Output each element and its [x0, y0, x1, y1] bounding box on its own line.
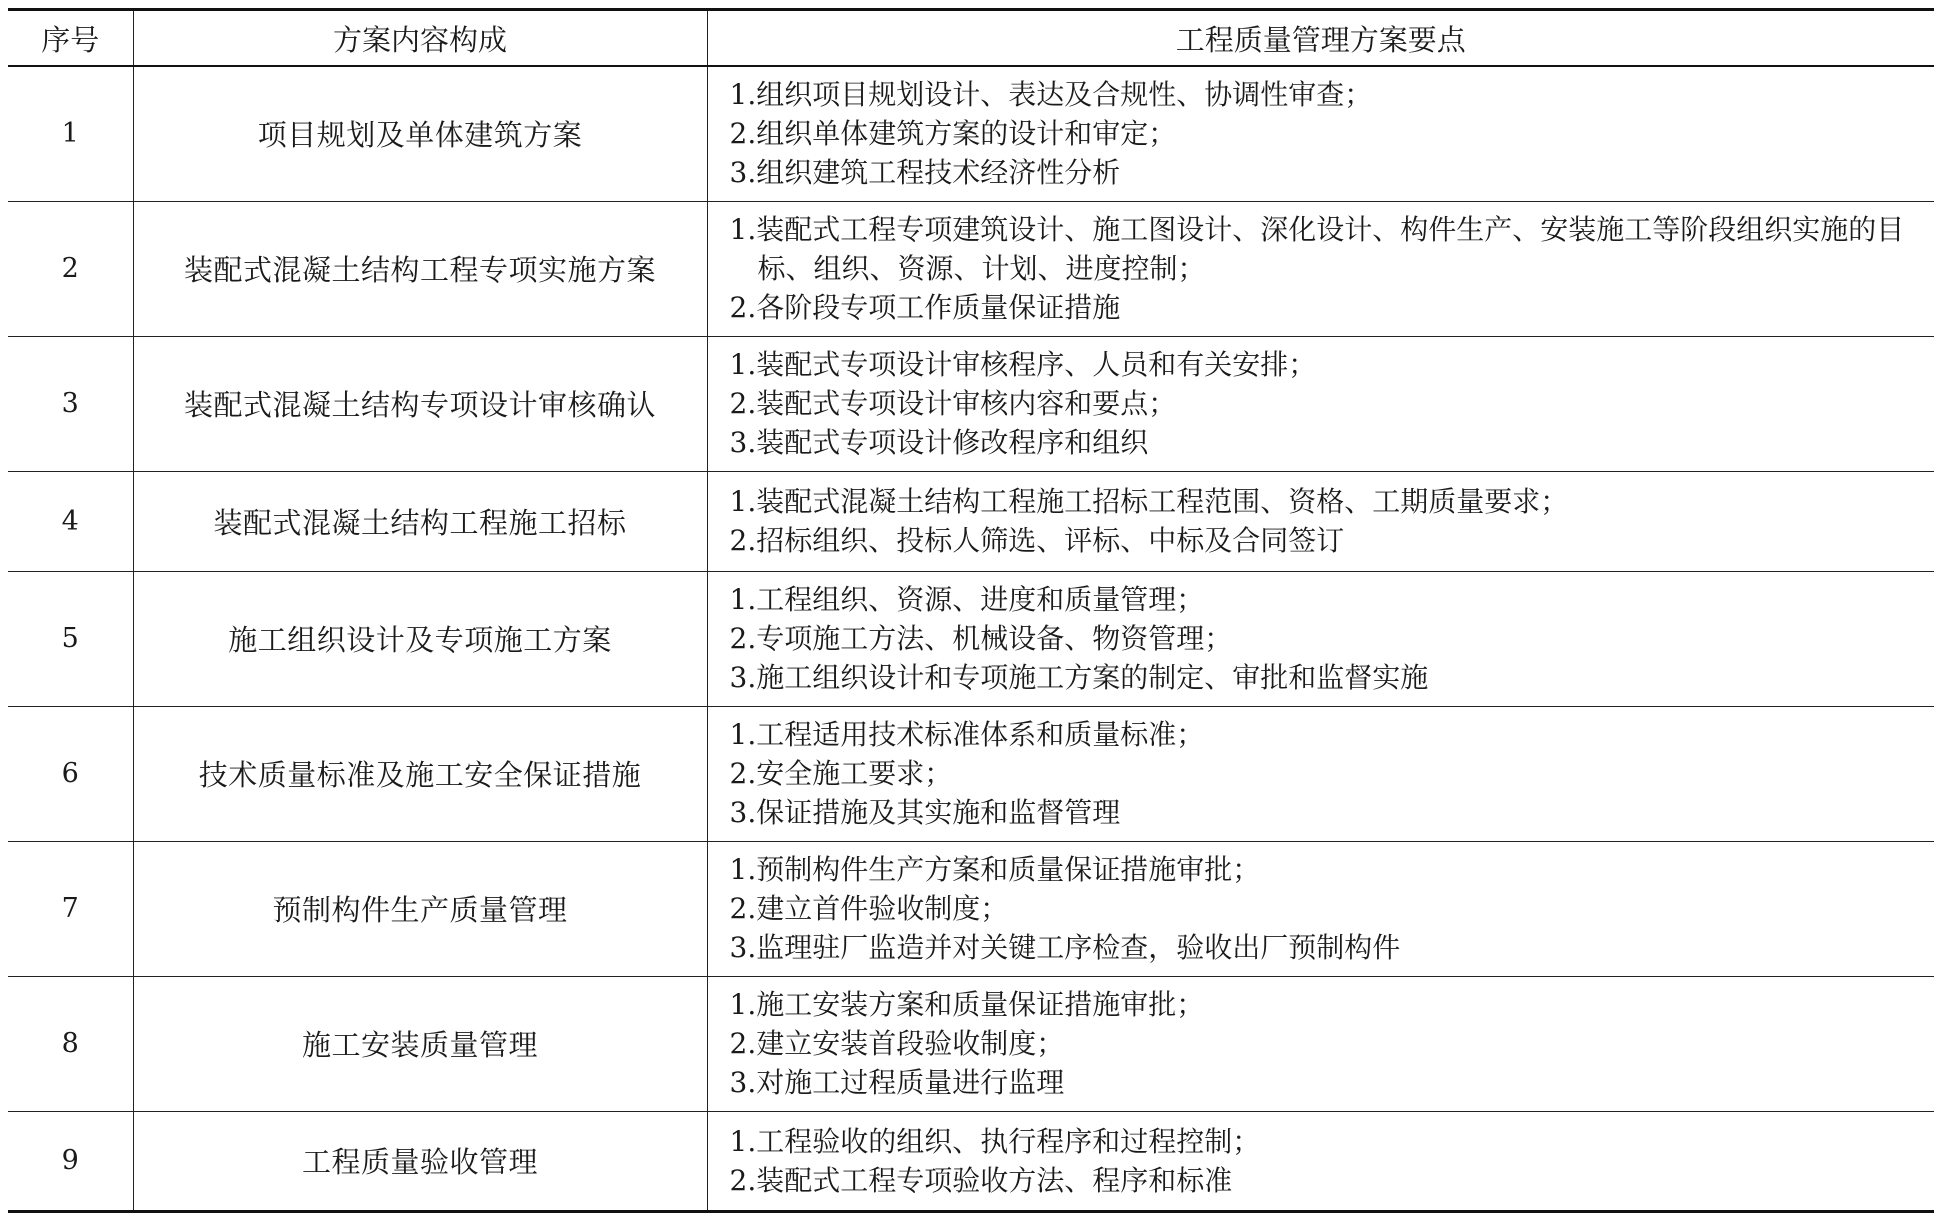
key-point: 1.工程验收的组织、执行程序和过程控制； [729, 1124, 1261, 1158]
key-point: 1.组织项目规划设计、表达及合规性、协调性审查； [729, 78, 1373, 112]
table-row [8, 706, 1934, 841]
key-point: 2.装配式工程专项验收方法、程序和标准 [729, 1163, 1233, 1197]
row-key-points [707, 706, 1934, 841]
row-plan-content: 装配式混凝土结构工程施工招标 [133, 471, 707, 571]
table-row [8, 1111, 1934, 1211]
table-body [8, 66, 1934, 1211]
key-point: 1.装配式混凝土结构工程施工招标工程范围、资格、工期质量要求； [729, 485, 1569, 518]
row-plan-content: 项目规划及单体建筑方案 [133, 66, 707, 201]
key-point: 2.专项施工方法、机械设备、物资管理； [729, 622, 1233, 655]
table-row [8, 471, 1934, 571]
key-point: 3.施工组织设计和专项施工方案的制定、审批和监督实施 [729, 661, 1429, 694]
row-number: 9 [8, 1111, 133, 1211]
row-number: 2 [8, 201, 133, 336]
key-point: 1.施工安装方案和质量保证措施审批； [729, 988, 1205, 1021]
row-number: 6 [8, 706, 133, 841]
key-point: 3.装配式专项设计修改程序和组织 [729, 426, 1149, 459]
key-point: 2.安全施工要求； [729, 757, 953, 790]
key-point: 1.工程组织、资源、进度和质量管理； [729, 583, 1205, 616]
key-point: 1.预制构件生产方案和质量保证措施审批； [729, 853, 1261, 886]
key-point: 3.保证措施及其实施和监督管理 [729, 796, 1121, 829]
header-key-points: 工程质量管理方案要点 [707, 10, 1934, 67]
row-number: 4 [8, 471, 133, 571]
table-row [8, 841, 1934, 976]
row-number: 8 [8, 976, 133, 1111]
row-key-points [707, 66, 1934, 201]
row-key-points [707, 841, 1934, 976]
key-point: 2.招标组织、投标人筛选、评标、中标及合同签订 [729, 524, 1345, 557]
row-key-points [707, 571, 1934, 706]
key-point: 1.装配式工程专项建筑设计、施工图设计、深化设计、构件生产、安装施工等阶段组织实施的目标、组织、资源、计划、进度控制； [729, 213, 1905, 285]
row-plan-content: 施工安装质量管理 [133, 976, 707, 1111]
row-number: 1 [8, 66, 133, 201]
table-row [8, 66, 1934, 201]
row-key-points [707, 976, 1934, 1111]
key-point: 3.对施工过程质量进行监理 [729, 1066, 1065, 1099]
row-plan-content: 技术质量标准及施工安全保证措施 [133, 706, 707, 841]
row-plan-content: 工程质量验收管理 [133, 1111, 707, 1211]
row-plan-content: 预制构件生产质量管理 [133, 841, 707, 976]
header-number: 序号 [8, 10, 133, 67]
row-key-points [707, 336, 1934, 471]
header-row [8, 10, 1934, 67]
table-header [8, 10, 1934, 67]
key-point: 2.组织单体建筑方案的设计和审定； [729, 117, 1177, 151]
row-plan-content: 装配式混凝土结构专项设计审核确认 [133, 336, 707, 471]
key-point: 2.装配式专项设计审核内容和要点； [729, 387, 1177, 420]
row-number: 5 [8, 571, 133, 706]
row-plan-content: 装配式混凝土结构工程专项实施方案 [133, 201, 707, 336]
table-row [8, 201, 1934, 336]
row-plan-content: 施工组织设计及专项施工方案 [133, 571, 707, 706]
row-key-points [707, 1111, 1934, 1211]
table-row [8, 336, 1934, 471]
key-point: 1.装配式专项设计审核程序、人员和有关安排； [729, 348, 1317, 381]
quality-management-table [8, 8, 1934, 1213]
row-number: 3 [8, 336, 133, 471]
table-row [8, 976, 1934, 1111]
row-key-points [707, 201, 1934, 336]
row-key-points [707, 471, 1934, 571]
quality-management-table-container [8, 8, 1934, 1213]
key-point: 3.监理驻厂监造并对关键工序检查，验收出厂预制构件 [729, 931, 1401, 964]
key-point: 2.各阶段专项工作质量保证措施 [729, 291, 1121, 324]
table-row [8, 571, 1934, 706]
row-number: 7 [8, 841, 133, 976]
key-point: 1.工程适用技术标准体系和质量标准； [729, 718, 1205, 751]
key-point: 2.建立安装首段验收制度； [729, 1027, 1065, 1060]
header-plan-content: 方案内容构成 [133, 10, 707, 67]
key-point: 2.建立首件验收制度； [729, 892, 1009, 925]
key-point: 3.组织建筑工程技术经济性分析 [729, 156, 1121, 190]
